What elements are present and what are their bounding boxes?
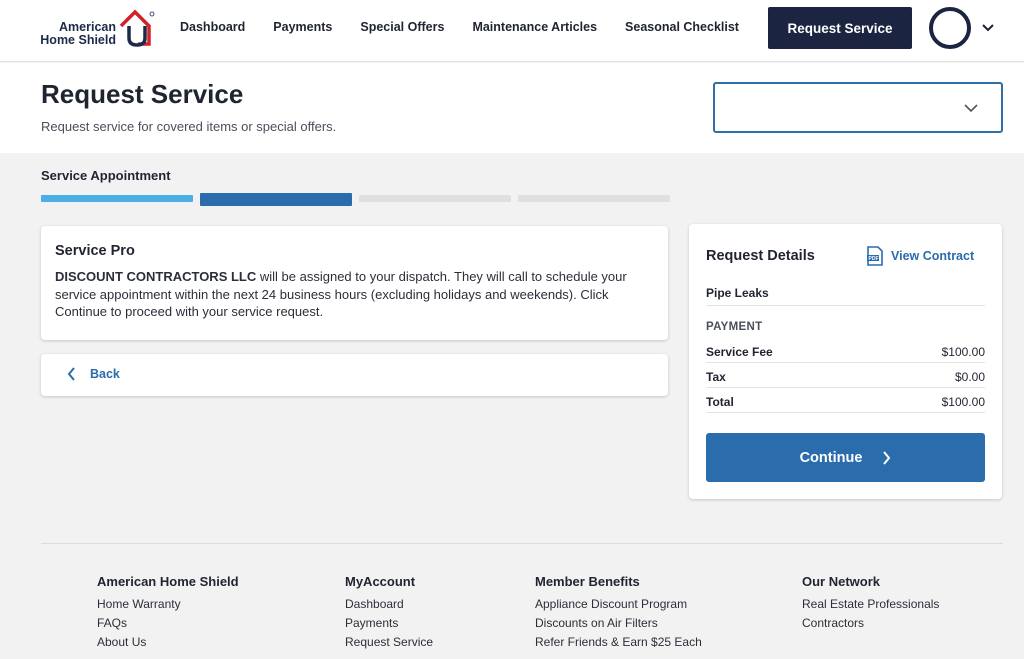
request-details-card: [689, 224, 1002, 499]
service-pro-heading: Service Pro: [55, 243, 135, 259]
footer-link-real-estate[interactable]: Real Estate Professionals: [802, 597, 940, 611]
total-row: [706, 395, 985, 409]
nav-dashboard[interactable]: Dashboard: [180, 20, 246, 34]
step-label: Service Appointment: [41, 168, 171, 183]
footer-link-about-us[interactable]: About Us: [97, 635, 147, 649]
nav-payments[interactable]: Payments: [273, 20, 333, 34]
footer-col-title: Member Benefits: [535, 574, 640, 589]
continue-button[interactable]: [706, 433, 985, 482]
logo-line-1: American: [59, 20, 116, 34]
footer-col-member-benefits: [535, 574, 702, 654]
page-subtitle: Request service for covered items or special offers.: [41, 119, 337, 134]
back-card: [41, 354, 668, 396]
nav-special-offers[interactable]: Special Offers: [360, 20, 445, 34]
step-3: [359, 195, 511, 202]
svg-text:PDF: PDF: [868, 256, 879, 262]
total-value: $100.00: [941, 395, 985, 409]
house-shield-icon: [118, 8, 156, 48]
avatar[interactable]: [929, 7, 971, 49]
request-details-title: Request Details: [706, 248, 815, 264]
footer-link-air-filters[interactable]: Discounts on Air Filters: [535, 616, 658, 630]
footer-col-myaccount: [345, 574, 433, 654]
chevron-down-icon[interactable]: [980, 20, 996, 36]
step-1: [41, 195, 193, 202]
service-fee-row: [706, 345, 985, 359]
logo-line-2: Home Shield: [40, 33, 116, 47]
progress-stepper: [41, 193, 670, 206]
service-pro-card: [41, 226, 668, 340]
footer-link-appliance-discount[interactable]: Appliance Discount Program: [535, 597, 688, 611]
divider: [706, 305, 985, 306]
page-title: Request Service: [41, 79, 244, 109]
footer-link-contractors[interactable]: Contractors: [802, 616, 865, 630]
tax-value: $0.00: [954, 370, 985, 384]
chevron-down-icon: [963, 100, 979, 116]
divider: [706, 387, 985, 388]
nav-maintenance-articles[interactable]: Maintenance Articles: [472, 20, 598, 34]
american-home-shield-logo[interactable]: [40, 8, 158, 50]
service-pro-message: [55, 268, 654, 321]
pdf-icon: [866, 246, 884, 266]
contract-select[interactable]: [713, 82, 1003, 133]
chevron-right-icon: [882, 451, 891, 465]
back-label: Back: [90, 367, 120, 381]
step-2: [200, 193, 352, 206]
footer-link-request-service[interactable]: Request Service: [345, 635, 434, 649]
footer-link-refer-friends[interactable]: Refer Friends & Earn $25 Each: [535, 635, 702, 649]
continue-label: Continue: [799, 449, 863, 466]
footer-col-title: American Home Shield: [97, 574, 239, 589]
service-pro-text: will be assigned to your dispatch. They will call to schedule your service appointment within the next 24 business hours (excluding holidays and weekends). Click Continue to proceed with your service request.: [55, 269, 627, 319]
top-header: [0, 0, 1024, 62]
covered-item: Pipe Leaks: [706, 286, 769, 300]
nav-seasonal-checklist[interactable]: Seasonal Checklist: [625, 20, 739, 34]
footer-col-our-network: [802, 574, 939, 635]
step-4: [518, 195, 670, 202]
service-fee-label: Service Fee: [706, 345, 773, 359]
contractor-name: DISCOUNT CONTRACTORS LLC: [55, 269, 257, 284]
tax-label: Tax: [706, 370, 726, 384]
request-service-button[interactable]: Request Service: [768, 7, 912, 49]
back-button[interactable]: [67, 367, 120, 381]
view-contract-link[interactable]: [866, 246, 974, 266]
payment-heading: PAYMENT: [706, 321, 763, 333]
divider: [706, 412, 985, 413]
footer-link-faqs[interactable]: FAQs: [97, 616, 128, 630]
footer-link-home-warranty[interactable]: Home Warranty: [97, 597, 181, 611]
view-contract-label: View Contract: [891, 249, 975, 263]
footer-divider: [41, 543, 1003, 544]
footer-col-ahs: [97, 574, 239, 654]
page-header: [0, 63, 1024, 153]
chevron-left-icon: [67, 367, 76, 381]
footer-link-payments[interactable]: Payments: [345, 616, 399, 630]
divider: [706, 362, 985, 363]
tax-row: [706, 370, 985, 384]
footer-link-dashboard[interactable]: Dashboard: [345, 597, 404, 611]
service-fee-value: $100.00: [941, 345, 985, 359]
main-nav: [180, 20, 767, 34]
footer-col-title: Our Network: [802, 574, 881, 589]
total-label: Total: [706, 395, 734, 409]
footer-col-title: MyAccount: [345, 574, 416, 589]
